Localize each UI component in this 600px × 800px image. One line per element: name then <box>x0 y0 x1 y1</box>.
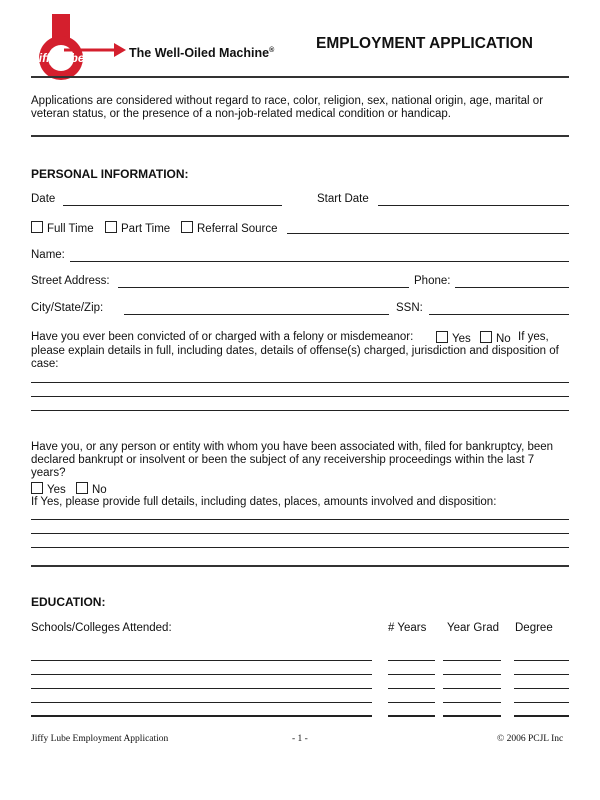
bankruptcy-details-line-2[interactable] <box>31 533 569 534</box>
felony-no-option[interactable]: No <box>480 331 511 345</box>
bankruptcy-no-checkbox[interactable] <box>76 482 88 494</box>
bankruptcy-details-line-1[interactable] <box>31 519 569 520</box>
svg-text:jiffy lube: jiffy lube <box>35 51 85 65</box>
full-time-option[interactable]: Full Time <box>31 221 94 235</box>
felony-no-checkbox[interactable] <box>480 331 492 343</box>
phone-label: Phone: <box>414 275 451 287</box>
name-label: Name: <box>31 249 65 261</box>
years-field[interactable] <box>388 674 435 675</box>
degree-field[interactable] <box>514 702 569 703</box>
col-schools-attended: Schools/Colleges Attended: <box>31 622 172 634</box>
start-date-label: Start Date <box>317 193 369 205</box>
header-rule <box>31 76 569 78</box>
years-field[interactable] <box>388 660 435 661</box>
years-field[interactable] <box>388 688 435 689</box>
year-grad-field[interactable] <box>443 660 501 661</box>
referral-checkbox[interactable] <box>181 221 193 233</box>
street-address-label: Street Address: <box>31 275 110 287</box>
part-time-checkbox[interactable] <box>105 221 117 233</box>
notice-rule <box>31 135 569 137</box>
ssn-field[interactable] <box>429 314 569 315</box>
part-time-option[interactable]: Part Time <box>105 221 170 235</box>
school-field[interactable] <box>31 660 372 661</box>
year-grad-field[interactable] <box>443 715 501 717</box>
school-field[interactable] <box>31 702 372 703</box>
start-date-field[interactable] <box>378 205 569 206</box>
referral-source-field[interactable] <box>287 233 569 234</box>
date-label: Date <box>31 193 56 205</box>
personal-info-heading: PERSONAL INFORMATION: <box>31 167 189 181</box>
degree-field[interactable] <box>514 688 569 689</box>
year-grad-field[interactable] <box>443 702 501 703</box>
degree-field[interactable] <box>514 674 569 675</box>
notice-text: Applications are considered without regard to race, color, religion, sex, national origin, age, marital or veteran status, or the presence of a non-job-related medical condition or handicap. <box>31 95 544 120</box>
logo-arrow <box>64 42 126 58</box>
education-heading: EDUCATION: <box>31 595 106 609</box>
felony-question: Have you ever been convicted of or charged with a felony or misdemeanor: <box>31 331 414 343</box>
col-years: # Years <box>388 622 427 634</box>
full-time-checkbox[interactable] <box>31 221 43 233</box>
city-state-zip-label: City/State/Zip: <box>31 302 104 314</box>
felony-yes-option[interactable]: Yes <box>436 331 471 345</box>
city-state-zip-field[interactable] <box>124 314 389 315</box>
school-field[interactable] <box>31 688 372 689</box>
years-field[interactable] <box>388 702 435 703</box>
footer-page-number: - 1 - <box>292 734 308 744</box>
street-address-field[interactable] <box>118 287 409 288</box>
tagline: The Well-Oiled Machine® <box>129 46 275 60</box>
school-field[interactable] <box>31 674 372 675</box>
school-field[interactable] <box>31 715 372 717</box>
bankruptcy-yes-checkbox[interactable] <box>31 482 43 494</box>
footer-copyright: © 2006 PCJL Inc <box>497 734 564 744</box>
year-grad-field[interactable] <box>443 674 501 675</box>
phone-field[interactable] <box>455 287 569 288</box>
bankruptcy-details-instructions: If Yes, please provide full details, including dates, places, amounts involved and disposition: <box>31 496 497 508</box>
name-field[interactable] <box>70 261 569 262</box>
felony-explain-line-2[interactable] <box>31 396 569 397</box>
bankruptcy-no-option[interactable]: No <box>76 482 107 496</box>
felony-explain-line-3[interactable] <box>31 410 569 411</box>
bankruptcy-yes-option[interactable]: Yes <box>31 482 66 496</box>
col-year-grad: Year Grad <box>447 622 499 634</box>
years-field[interactable] <box>388 715 435 717</box>
felony-explain-line-1[interactable] <box>31 382 569 383</box>
referral-option[interactable]: Referral Source <box>181 221 278 235</box>
bankruptcy-details-line-3[interactable] <box>31 547 569 548</box>
footer-left: Jiffy Lube Employment Application <box>31 734 169 744</box>
degree-field[interactable] <box>514 715 569 717</box>
col-degree: Degree <box>515 622 553 634</box>
ssn-label: SSN: <box>396 302 423 314</box>
personal-section-rule <box>31 565 569 567</box>
felony-explain-instructions: please explain details in full, including dates, details of offense(s) charged, jurisdiction and disposition of case: <box>31 345 559 370</box>
felony-yes-checkbox[interactable] <box>436 331 448 343</box>
felony-if-yes: If yes, <box>518 331 549 343</box>
bankruptcy-question: Have you, or any person or entity with whom you have been associated with, filed for bankruptcy, been declared bankrupt or insolvent or been the subject of any receivership proceedings within the last 7 years? <box>31 441 554 479</box>
date-field[interactable] <box>63 205 282 206</box>
year-grad-field[interactable] <box>443 688 501 689</box>
page-title: EMPLOYMENT APPLICATION <box>316 35 533 52</box>
trademark: ® <box>269 46 275 54</box>
degree-field[interactable] <box>514 660 569 661</box>
